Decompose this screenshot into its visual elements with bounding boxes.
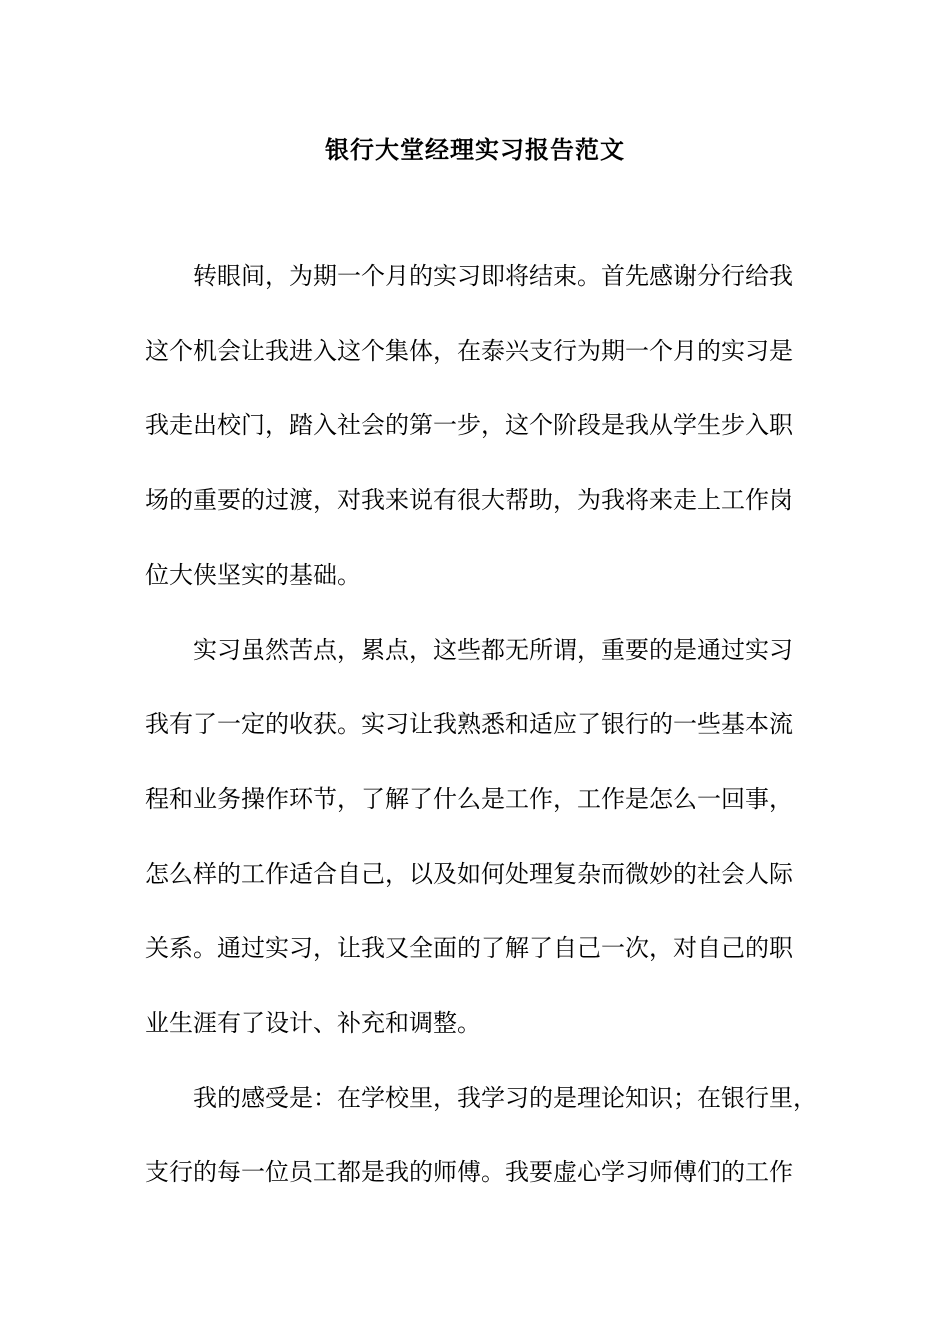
paragraph-2-line-6: 业生涯有了设计、补充和调整。 bbox=[145, 1009, 481, 1037]
paragraph-2-line-2: 我有了一定的收获。实习让我熟悉和适应了银行的一些基本流 bbox=[145, 710, 793, 738]
paragraph-1-line-5: 位大侠坚实的基础。 bbox=[145, 561, 361, 589]
document-title: 银行大堂经理实习报告范文 bbox=[325, 135, 625, 164]
paragraph-2-line-1: 实习虽然苦点，累点，这些都无所谓，重要的是通过实习 bbox=[193, 636, 793, 664]
paragraph-2-line-3: 程和业务操作环节，了解了什么是工作，工作是怎么一回事， bbox=[145, 785, 793, 813]
paragraph-3-line-2: 支行的每一位员工都是我的师傅。我要虚心学习师傅们的工作 bbox=[145, 1158, 793, 1186]
paragraph-2-line-5: 关系。通过实习，让我又全面的了解了自己一次，对自己的职 bbox=[145, 934, 793, 962]
paragraph-2-line-4: 怎么样的工作适合自己，以及如何处理复杂而微妙的社会人际 bbox=[145, 860, 793, 888]
paragraph-1-line-2: 这个机会让我进入这个集体，在泰兴支行为期一个月的实习是 bbox=[145, 337, 793, 365]
paragraph-3-line-1: 我的感受是：在学校里，我学习的是理论知识；在银行里， bbox=[193, 1084, 817, 1112]
paragraph-1-line-4: 场的重要的过渡，对我来说有很大帮助，为我将来走上工作岗 bbox=[145, 486, 793, 514]
paragraph-1-line-3: 我走出校门，踏入社会的第一步，这个阶段是我从学生步入职 bbox=[145, 411, 793, 439]
paragraph-1-line-1: 转眼间，为期一个月的实习即将结束。首先感谢分行给我 bbox=[193, 262, 793, 290]
